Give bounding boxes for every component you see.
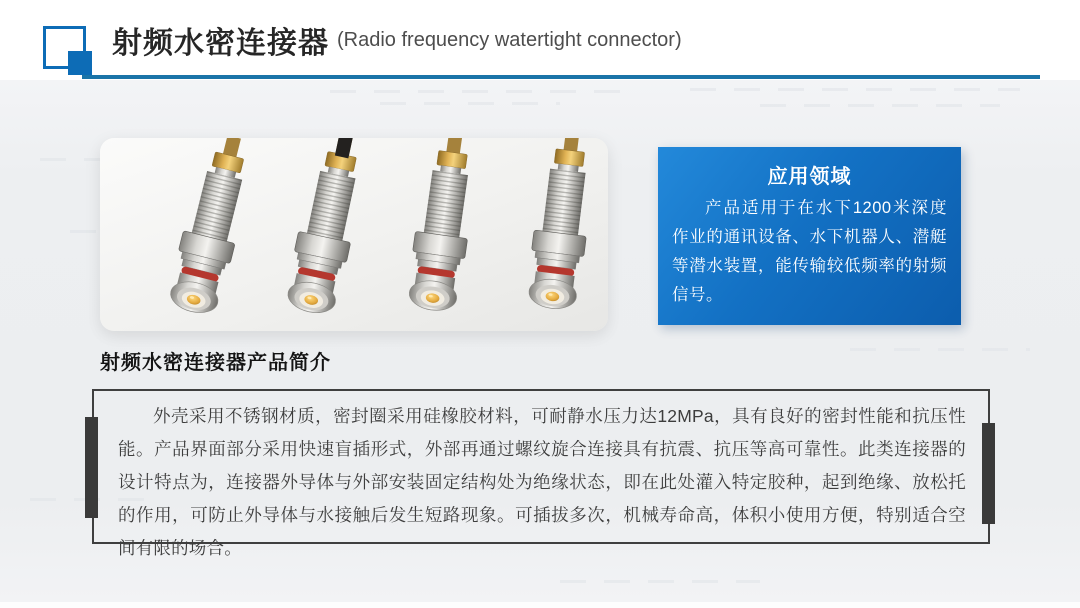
intro-heading: 射频水密连接器产品简介	[100, 352, 331, 374]
page-title	[112, 0, 682, 80]
map-watermark	[690, 88, 1020, 91]
description-box-right-bar	[982, 423, 995, 524]
page-title-chinese: 射频水密连接器	[112, 27, 329, 60]
bottom-strip	[0, 602, 1080, 608]
header-divider	[82, 75, 1040, 79]
connectors-illustration	[100, 138, 608, 331]
application-box	[658, 147, 961, 325]
page-title-english: (Radio frequency watertight connector)	[337, 28, 682, 51]
application-box-title: 应用领域	[767, 166, 852, 188]
map-watermark	[850, 348, 1030, 351]
connector-2	[283, 138, 373, 317]
connector-1	[165, 138, 260, 318]
application-box-body: 产品适用于在水下1200米深度作业的通讯设备、水下机器人、潜艇等潜水装置，能传输较低频率的射频信号。	[672, 199, 947, 304]
map-watermark	[380, 102, 560, 105]
title-filled-square-icon	[68, 51, 92, 75]
product-photo	[100, 138, 608, 331]
slide-header	[0, 0, 1080, 80]
connector-3	[405, 138, 482, 314]
description-text: 外壳采用不锈钢材质，密封圈采用硅橡胶材料，可耐静水压力达12MPa，具有良好的密封性能和抗压性能。产品界面部分采用快速盲插形式，外部再通过螺纹旋合连接具有抗震、抗压等高可靠性。此类连接器的设计特点为，连接器外导体与外部安装固定结构处为绝缘状态，即在此处灌入特定胶种，起到绝缘、放松托的作用，可防止外导体与水接触后发生短路现象。可插拔多次，机械寿命高，体积小使用方便，特别适合空间有限的场合。	[118, 406, 966, 558]
map-watermark	[330, 90, 620, 93]
description-box	[92, 389, 990, 558]
map-watermark	[760, 104, 1000, 107]
map-watermark	[560, 580, 760, 583]
description-box-left-bar	[85, 417, 98, 518]
connector-4	[525, 138, 599, 311]
